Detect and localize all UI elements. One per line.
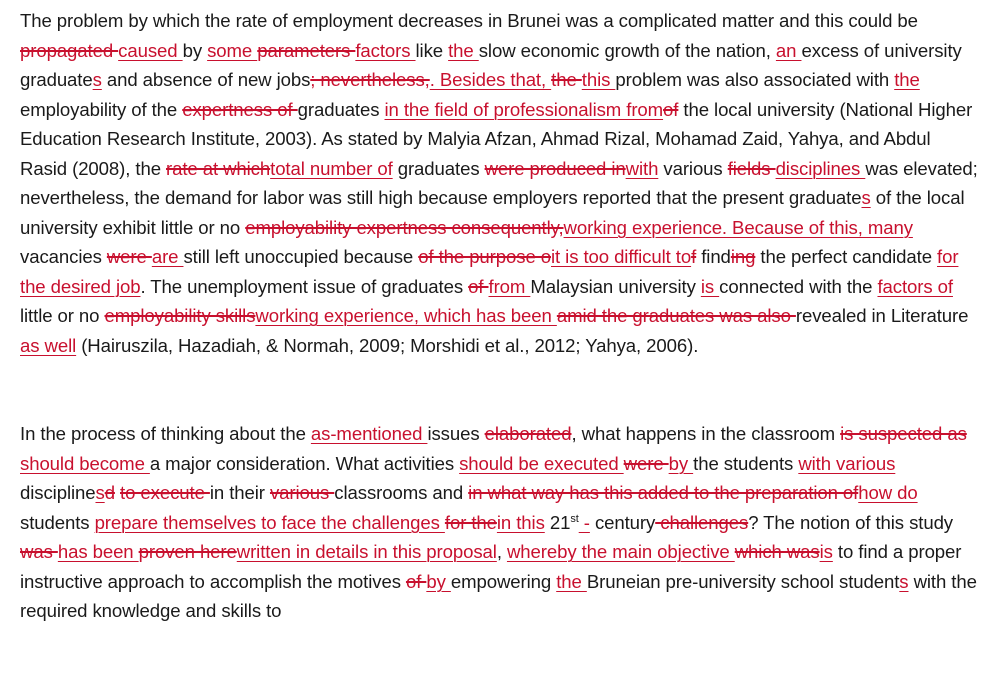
- deleted-text: ; nevertheless,: [310, 69, 430, 90]
- text-run: with the required knowledge and skills to: [20, 570, 977, 621]
- deleted-text: proven here: [138, 541, 237, 562]
- deleted-text: various: [269, 482, 335, 503]
- deleted-text: challenges: [655, 511, 749, 533]
- deleted-text: elaborated: [484, 423, 572, 444]
- deleted-text: amid the graduates was also: [556, 305, 796, 326]
- inserted-text: disciplines: [775, 157, 866, 179]
- deleted-text: ing: [730, 246, 756, 267]
- inserted-text: in this: [496, 511, 545, 533]
- inserted-text: how do: [858, 482, 918, 503]
- deleted-text: were: [623, 452, 669, 474]
- paragraph-classroom: [20, 419, 980, 626]
- text-run: employability of the: [20, 98, 183, 120]
- text-run: century: [589, 511, 656, 533]
- inserted-text: . Besides that,: [429, 69, 552, 90]
- text-run: (Hairuszila, Hazadiah, & Normah, 2009; Morshidi et al., 2012; Yahya, 2006).: [76, 334, 699, 356]
- text-run: by: [182, 39, 208, 61]
- inserted-text: total number of: [270, 157, 393, 179]
- text-run: . The unemployment issue of graduates: [140, 275, 469, 297]
- inserted-text: written in details in this proposal: [236, 541, 497, 562]
- text-run: still left unoccupied because: [183, 246, 419, 267]
- deleted-text: were: [106, 246, 152, 267]
- deleted-text: was: [20, 541, 58, 562]
- text-run: discipline: [20, 482, 96, 503]
- paragraph-employment: [20, 6, 980, 360]
- text-run: various: [658, 157, 728, 179]
- document-body: [20, 6, 980, 626]
- deleted-text: which was: [734, 541, 820, 562]
- text-run: issues: [427, 423, 485, 444]
- deleted-text: the: [551, 69, 582, 90]
- deleted-text: expertness of: [182, 98, 298, 120]
- superscript-text: st: [570, 512, 579, 525]
- inserted-text: prepare themselves to face the challenges: [94, 511, 445, 533]
- text-run: graduates: [392, 157, 485, 179]
- inserted-text: with various: [798, 452, 896, 474]
- inserted-text: by: [426, 570, 451, 592]
- text-run: vacancies: [20, 246, 107, 267]
- text-run: was elevated; nevertheless, the demand for labor was still high because employers reported that the present graduate: [20, 157, 978, 208]
- inserted-text: an: [775, 39, 802, 61]
- inserted-text: s: [861, 187, 871, 208]
- inserted-text: from: [488, 275, 531, 297]
- deleted-text: in what way has this added to the preparation of: [468, 482, 859, 503]
- inserted-text: it is too difficult to: [551, 246, 692, 267]
- inserted-text: s: [899, 570, 909, 592]
- deleted-text: propagated: [20, 39, 119, 61]
- deleted-text: d: [104, 482, 115, 503]
- inserted-text: as-mentioned: [310, 423, 428, 444]
- deleted-text: fields: [727, 157, 776, 179]
- inserted-text: some: [207, 39, 258, 61]
- inserted-text: is: [700, 275, 720, 297]
- text-run: the local university (National Higher Education Research Institute, 2003). As stated by Malyia Afzan, Ahmad Rizal, Mohamad Zaid, Yahya, and Abdul Rasid (2008), the: [20, 98, 973, 179]
- inserted-text: are: [151, 246, 184, 267]
- inserted-text: s: [95, 482, 105, 503]
- deleted-text: of the purpose o: [418, 246, 551, 267]
- text-run: The problem by which the rate of employment decreases in Brunei was a complicated matter and this could be: [20, 10, 918, 31]
- inserted-text: factors: [355, 39, 416, 61]
- text-run: like: [415, 39, 449, 61]
- text-run: to find a proper instructive approach to accomplish the motives: [20, 541, 962, 592]
- inserted-text: factors of: [877, 275, 953, 297]
- inserted-text: whereby the main objective: [506, 541, 735, 562]
- inserted-text: the: [556, 570, 587, 592]
- deleted-text: rate at which: [166, 157, 271, 179]
- inserted-text: is: [819, 541, 833, 562]
- deleted-text: employability expertness consequently,: [245, 216, 564, 238]
- inserted-text: for the desired job: [20, 246, 959, 297]
- text-run: and absence of new jobs: [101, 69, 311, 90]
- inserted-text: should become: [20, 452, 150, 474]
- text-run: find: [696, 246, 731, 267]
- text-run: slow economic growth of the nation,: [478, 39, 776, 61]
- text-run: a major consideration. What activities: [149, 452, 460, 474]
- deleted-text: of: [663, 98, 679, 120]
- deleted-text: for the: [444, 511, 497, 533]
- inserted-text: should be executed: [459, 452, 624, 474]
- inserted-text: with: [625, 157, 659, 179]
- text-run: in their: [209, 482, 270, 503]
- inserted-text: working experience, which has been: [255, 305, 557, 326]
- inserted-text: s: [92, 69, 102, 90]
- text-run: excess of university graduate: [20, 39, 962, 90]
- inserted-text: working experience. Because of this, many: [563, 216, 913, 238]
- deleted-text: of: [405, 570, 427, 592]
- inserted-text: the: [894, 69, 920, 90]
- deleted-text: of: [468, 275, 489, 297]
- inserted-text: caused: [118, 39, 183, 61]
- inserted-text: in the field of professionalism from: [384, 98, 664, 120]
- text-run: empowering: [450, 570, 557, 592]
- text-run: problem was also associated with: [615, 69, 895, 90]
- deleted-text: employability skills: [104, 305, 256, 326]
- text-run: 21: [544, 511, 571, 533]
- text-run: the students: [693, 452, 799, 474]
- deleted-text: were produced in: [484, 157, 626, 179]
- text-run: ,: [496, 541, 507, 562]
- text-run: of the local university exhibit little or no: [20, 187, 965, 238]
- text-run: students: [20, 511, 95, 533]
- inserted-text: as well: [20, 334, 77, 356]
- inserted-text: has been: [57, 541, 139, 562]
- text-run: connected with the: [719, 275, 878, 297]
- deleted-text: is suspected as: [840, 423, 967, 444]
- text-run: revealed in Literature: [795, 305, 969, 326]
- text-run: classrooms and: [334, 482, 469, 503]
- inserted-text: this: [581, 69, 616, 90]
- deleted-text: f: [691, 246, 697, 267]
- text-run: ? The notion of this study: [748, 511, 954, 533]
- inserted-text: by: [668, 452, 694, 474]
- text-run: Bruneian pre-university school student: [586, 570, 900, 592]
- text-run: little or no: [20, 305, 105, 326]
- text-run: In the process of thinking about the: [20, 423, 311, 444]
- inserted-text: -: [578, 511, 590, 533]
- text-run: graduates: [297, 98, 385, 120]
- inserted-text: the: [448, 39, 479, 61]
- text-run: the perfect candidate: [755, 246, 938, 267]
- text-run: , what happens in the classroom: [571, 423, 841, 444]
- text-run: Malaysian university: [530, 275, 701, 297]
- deleted-text: to execute: [120, 482, 210, 503]
- deleted-text: parameters: [257, 39, 356, 61]
